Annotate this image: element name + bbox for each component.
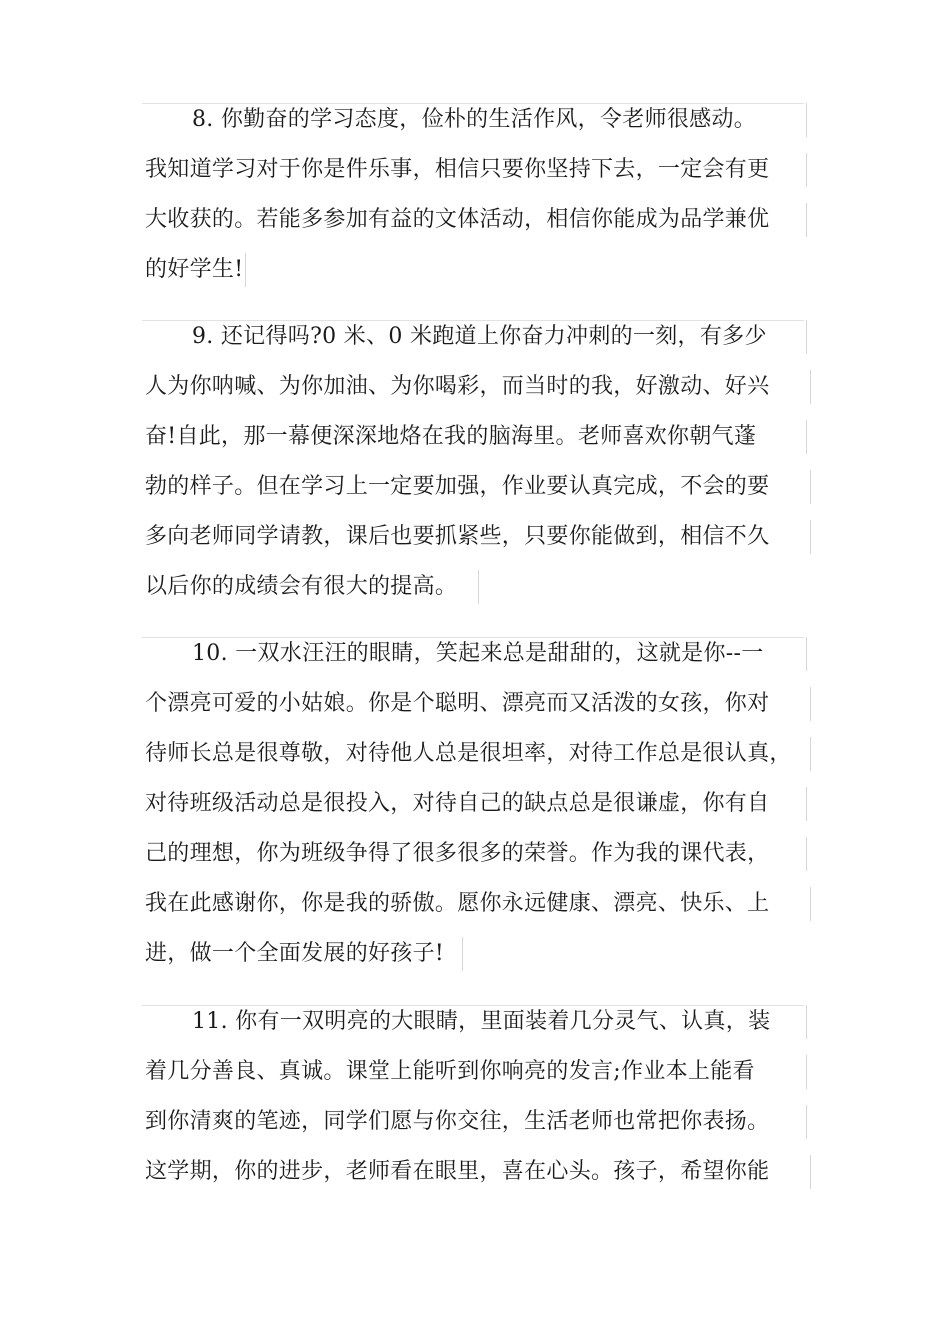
paragraph-line: 的好学生! bbox=[145, 245, 813, 295]
comment-paragraph-10 bbox=[145, 629, 813, 979]
comment-paragraph-9 bbox=[145, 312, 813, 612]
paragraph-line: 着几分善良、真诚。课堂上能听到你响亮的发言;作业本上能看 bbox=[145, 1047, 813, 1097]
paragraph-line: 这学期，你的进步，老师看在眼里，喜在心头。孩子，希望你能 bbox=[145, 1147, 813, 1197]
paragraph-line: 个漂亮可爱的小姑娘。你是个聪明、漂亮而又活泼的女孩，你对 bbox=[145, 679, 813, 729]
paragraph-line: 8. 你勤奋的学习态度，俭朴的生活作风，令老师很感动。 bbox=[145, 95, 813, 145]
paragraph-line: 10. 一双水汪汪的眼睛，笑起来总是甜甜的，这就是你--一 bbox=[145, 629, 813, 679]
paragraph-line: 我在此感谢你，你是我的骄傲。愿你永远健康、漂亮、快乐、上 bbox=[145, 879, 813, 929]
paragraph-line: 对待班级活动总是很投入，对待自己的缺点总是很谦虚，你有自 bbox=[145, 779, 813, 829]
comment-paragraph-8 bbox=[145, 95, 813, 295]
paragraph-line: 待师长总是很尊敬，对待他人总是很坦率，对待工作总是很认真， bbox=[145, 729, 813, 779]
paragraph-line: 9. 还记得吗?0 米、0 米跑道上你奋力冲刺的一刻，有多少 bbox=[145, 312, 813, 362]
paragraph-line: 己的理想，你为班级争得了很多很多的荣誉。作为我的课代表， bbox=[145, 829, 813, 879]
paragraph-line: 勃的样子。但在学习上一定要加强，作业要认真完成，不会的要 bbox=[145, 462, 813, 512]
paragraph-line: 人为你呐喊、为你加油、为你喝彩，而当时的我，好激动、好兴 bbox=[145, 362, 813, 412]
paragraph-line: 以后你的成绩会有很大的提高。 bbox=[145, 562, 813, 612]
comment-paragraph-11 bbox=[145, 997, 813, 1197]
paragraph-line: 大收获的。若能多参加有益的文体活动，相信你能成为品学兼优 bbox=[145, 195, 813, 245]
paragraph-line: 进，做一个全面发展的好孩子! bbox=[145, 929, 813, 979]
paragraph-line: 我知道学习对于你是件乐事，相信只要你坚持下去，一定会有更 bbox=[145, 145, 813, 195]
paragraph-line: 11. 你有一双明亮的大眼睛，里面装着几分灵气、认真，装 bbox=[145, 997, 813, 1047]
paragraph-line: 到你清爽的笔迹，同学们愿与你交往，生活老师也常把你表扬。 bbox=[145, 1097, 813, 1147]
paragraph-line: 多向老师同学请教，课后也要抓紧些，只要你能做到，相信不久 bbox=[145, 512, 813, 562]
paragraph-line: 奋!自此，那一幕便深深地烙在我的脑海里。老师喜欢你朝气蓬 bbox=[145, 412, 813, 462]
